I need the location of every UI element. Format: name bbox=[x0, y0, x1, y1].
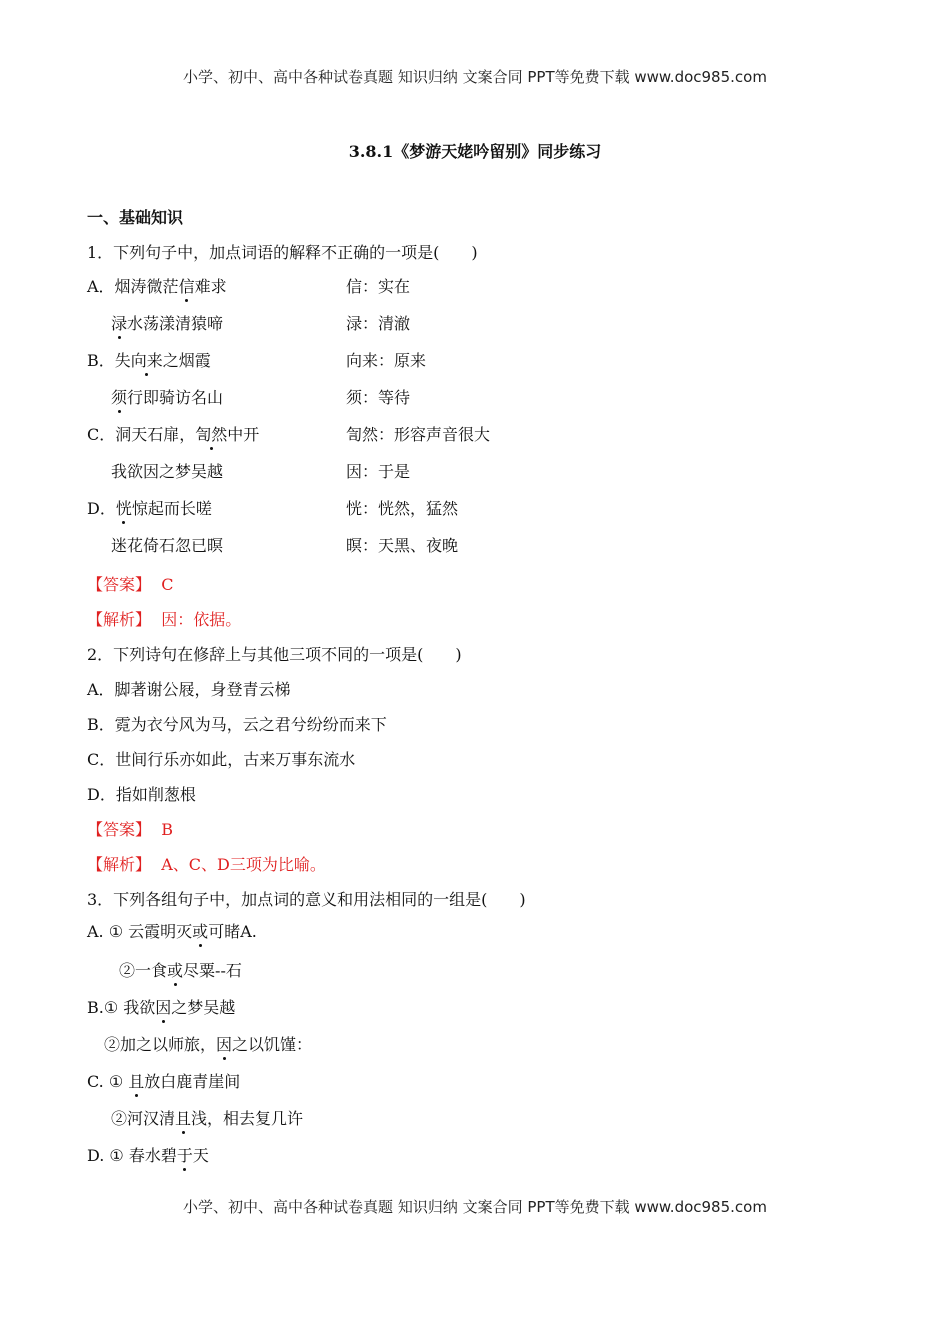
q1-option-b-line1: B．失向来之烟霞 bbox=[87, 351, 211, 370]
q1-option-c-line1: C．洞天石扉，訇然中开 bbox=[87, 425, 260, 444]
q1-option-d-def2: 暝：天黑、夜晚 bbox=[346, 536, 459, 555]
q1-option-c-line2: 我欲因之梦吴越 bbox=[111, 462, 224, 481]
q1-option-a-line1: A．烟涛微茫信难求 bbox=[87, 277, 227, 296]
q3-option-a-2: ②一食或尽粟--石 bbox=[119, 961, 242, 980]
q1-option-c-def1: 訇然：形容声音很大 bbox=[346, 425, 491, 444]
q1-option-a-def2: 渌：清澈 bbox=[346, 314, 411, 333]
q3-option-b-1: B.① 我欲因之梦吴越 bbox=[87, 998, 236, 1017]
section-heading: 一、基础知识 bbox=[87, 208, 184, 227]
q3-option-b-2: ②加之以师旅，因之以饥馑： bbox=[104, 1035, 313, 1054]
q2-analysis: 【解析】 A、C、D三项为比喻。 bbox=[87, 855, 326, 874]
question-3-stem: 3．下列各组句子中，加点词的意义和用法相同的一组是( ) bbox=[87, 890, 526, 909]
q1-option-b-line2: 须行即骑访名山 bbox=[111, 388, 224, 407]
q3-option-d-1: D. ① 春水碧于天 bbox=[87, 1146, 209, 1165]
q1-analysis: 【解析】 因：依据。 bbox=[87, 610, 242, 629]
q1-answer: 【答案】 C bbox=[87, 575, 174, 594]
question-1-stem: 1．下列句子中，加点词语的解释不正确的一项是( ) bbox=[87, 243, 478, 262]
page-footer: 小学、初中、高中各种试卷真题 知识归纳 文案合同 PPT等免费下载 www.doc985.com bbox=[183, 1198, 767, 1216]
q1-option-d-def1: 恍：恍然，猛然 bbox=[346, 499, 459, 518]
q1-option-a-line2: 渌水荡漾清猿啼 bbox=[111, 314, 224, 333]
q3-option-c-1: C. ① 且放白鹿青崖间 bbox=[87, 1072, 241, 1091]
page-title: 3.8.1《梦游天姥吟留别》同步练习 bbox=[348, 142, 602, 161]
page-header: 小学、初中、高中各种试卷真题 知识归纳 文案合同 PPT等免费下载 www.doc985.com bbox=[183, 68, 767, 86]
q2-option-c: C．世间行乐亦如此，古来万事东流水 bbox=[87, 750, 356, 769]
q2-option-b: B．霓为衣兮风为马，云之君兮纷纷而来下 bbox=[87, 715, 387, 734]
q2-option-a: A．脚著谢公屐，身登青云梯 bbox=[87, 680, 291, 699]
q1-option-d-line1: D．恍惊起而长嗟 bbox=[87, 499, 212, 518]
q2-option-d: D．指如削葱根 bbox=[87, 785, 196, 804]
q3-option-a-1: A. ① 云霞明灭或可睹A. bbox=[87, 922, 257, 941]
q1-option-b-def1: 向来：原来 bbox=[346, 351, 427, 370]
q1-option-b-def2: 须：等待 bbox=[346, 388, 411, 407]
q1-option-c-def2: 因：于是 bbox=[346, 462, 411, 481]
q3-option-c-2: ②河汉清且浅，相去复几许 bbox=[111, 1109, 304, 1128]
q1-option-a-def1: 信：实在 bbox=[346, 277, 411, 296]
q1-option-d-line2: 迷花倚石忽已暝 bbox=[111, 536, 224, 555]
question-2-stem: 2．下列诗句在修辞上与其他三项不同的一项是( ) bbox=[87, 645, 462, 664]
q2-answer: 【答案】 B bbox=[87, 820, 173, 839]
